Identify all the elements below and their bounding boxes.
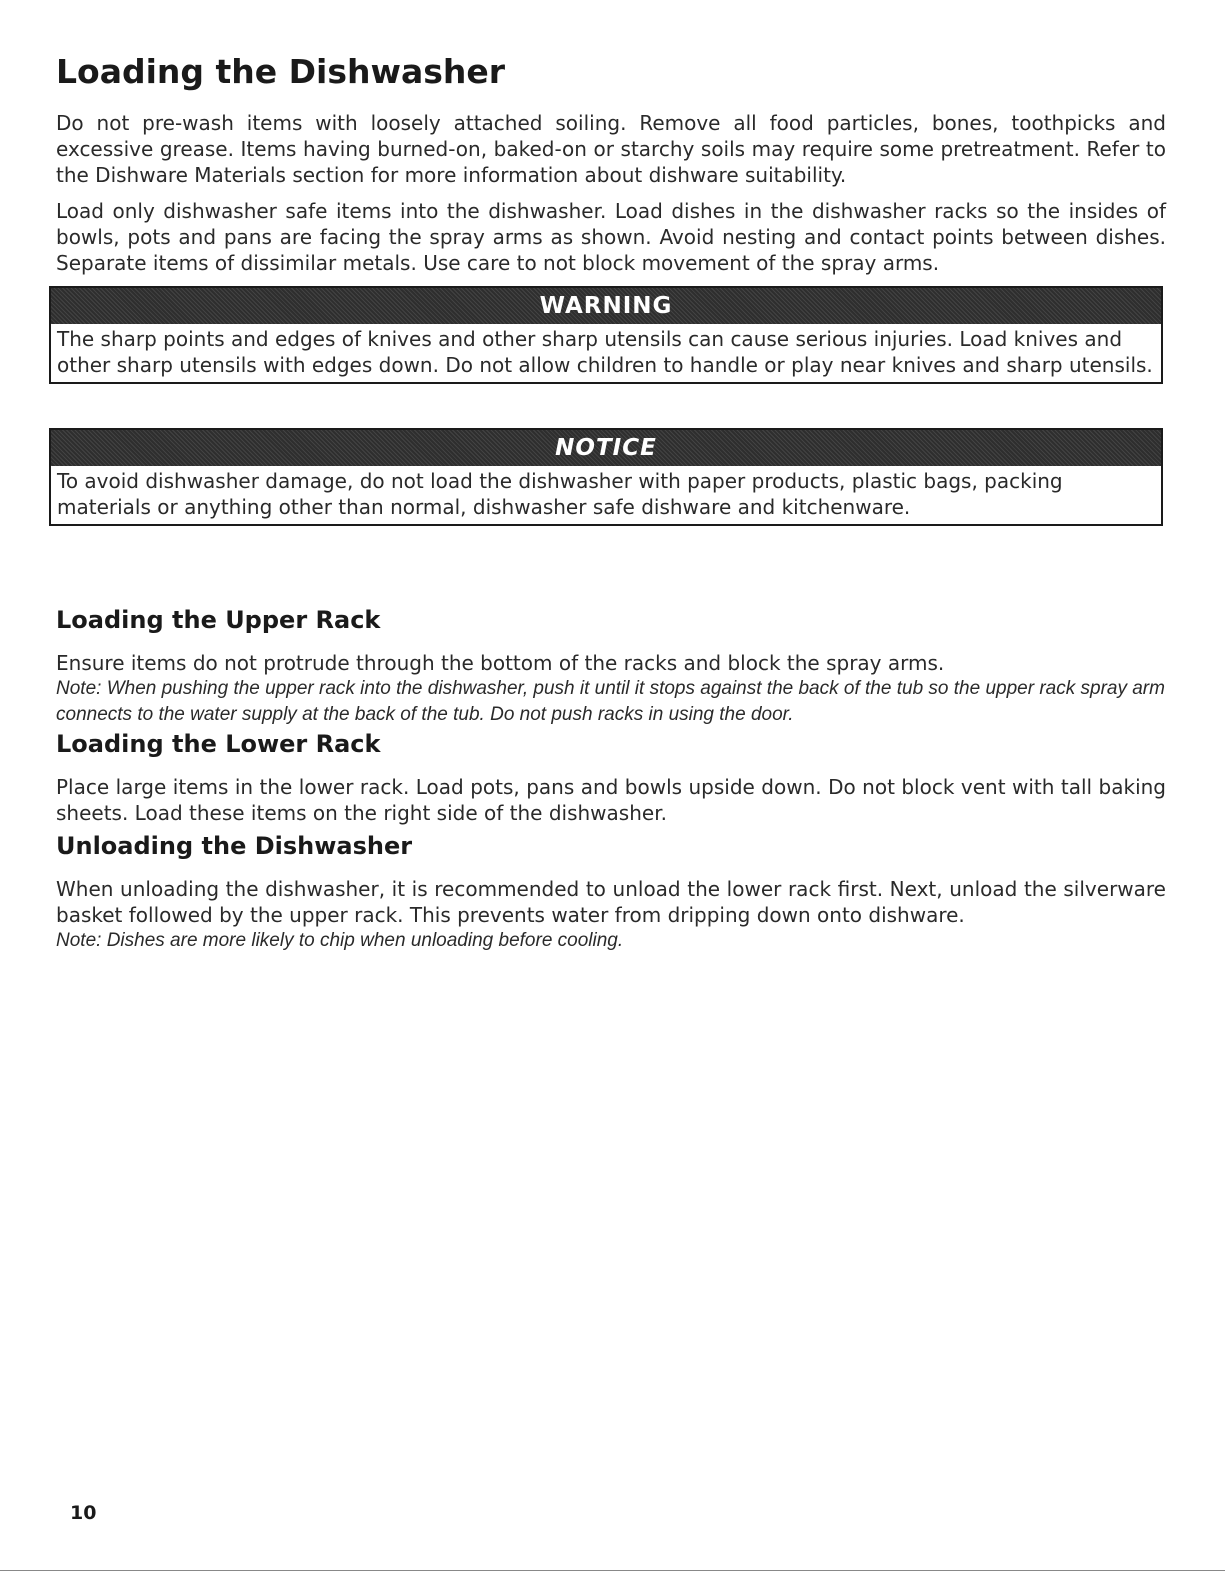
- upper-rack-note: Note: When pushing the upper rack into the dishwasher, push it until it stops against the back of the tub so the upper rack spray arm connects to the water supply at the back of the tub. Do not push racks in using the door.: [56, 678, 1165, 725]
- notice-box: [49, 428, 1163, 526]
- notice-text: To avoid dishwasher damage, do not load the dishwasher with paper products, plastic bags, packing materials or anything other than normal, dishwasher safe dishware and kitchenware.: [57, 469, 1063, 519]
- footer-rule: [0, 1570, 1225, 1571]
- lower-rack-heading: Loading the Lower Rack: [56, 730, 381, 758]
- lower-rack-text: Place large items in the lower rack. Load pots, pans and bowls upside down. Do not block vent with tall baking sheets. Load these items on the right side of the dishwasher.: [56, 775, 1166, 825]
- unloading-text: When unloading the dishwasher, it is recommended to unload the lower rack first. Next, unload the silverware basket followed by the upper rack. This prevents water from dripping down onto dishware.: [56, 877, 1166, 927]
- unloading-heading: Unloading the Dishwasher: [56, 832, 413, 860]
- intro-paragraph: Load only dishwasher safe items into the dishwasher. Load dishes in the dishwasher racks so the insides of bowls, pots and pans are facing the spray arms as shown. Avoid nesting and contact points between dishes. Separate items of dissimilar metals. Use care to not block movement of the spray arms.: [56, 199, 1166, 275]
- page-number: 10: [70, 1502, 97, 1524]
- unloading-note: Note: Dishes are more likely to chip when unloading before cooling.: [56, 930, 624, 951]
- upper-rack-text: Ensure items do not protrude through the bottom of the racks and block the spray arms.: [56, 651, 945, 675]
- intro-paragraph: Do not pre-wash items with loosely attached soiling. Remove all food particles, bones, toothpicks and excessive grease. Items having burned-on, baked-on or starchy soils may require some pretreatment. Refer to the Dishware Materials section for more information about dishware suitability.: [56, 111, 1166, 187]
- warning-heading: WARNING: [51, 288, 1161, 324]
- upper-rack-heading: Loading the Upper Rack: [56, 606, 381, 634]
- warning-text: The sharp points and edges of knives and other sharp utensils can cause serious injuries. Load knives and other sharp utensils with edges down. Do not allow children to handle or play near knives and sharp utensils.: [57, 327, 1153, 377]
- warning-box: [49, 286, 1163, 384]
- notice-heading: NOTICE: [51, 430, 1161, 466]
- page-title: Loading the Dishwasher: [56, 52, 506, 91]
